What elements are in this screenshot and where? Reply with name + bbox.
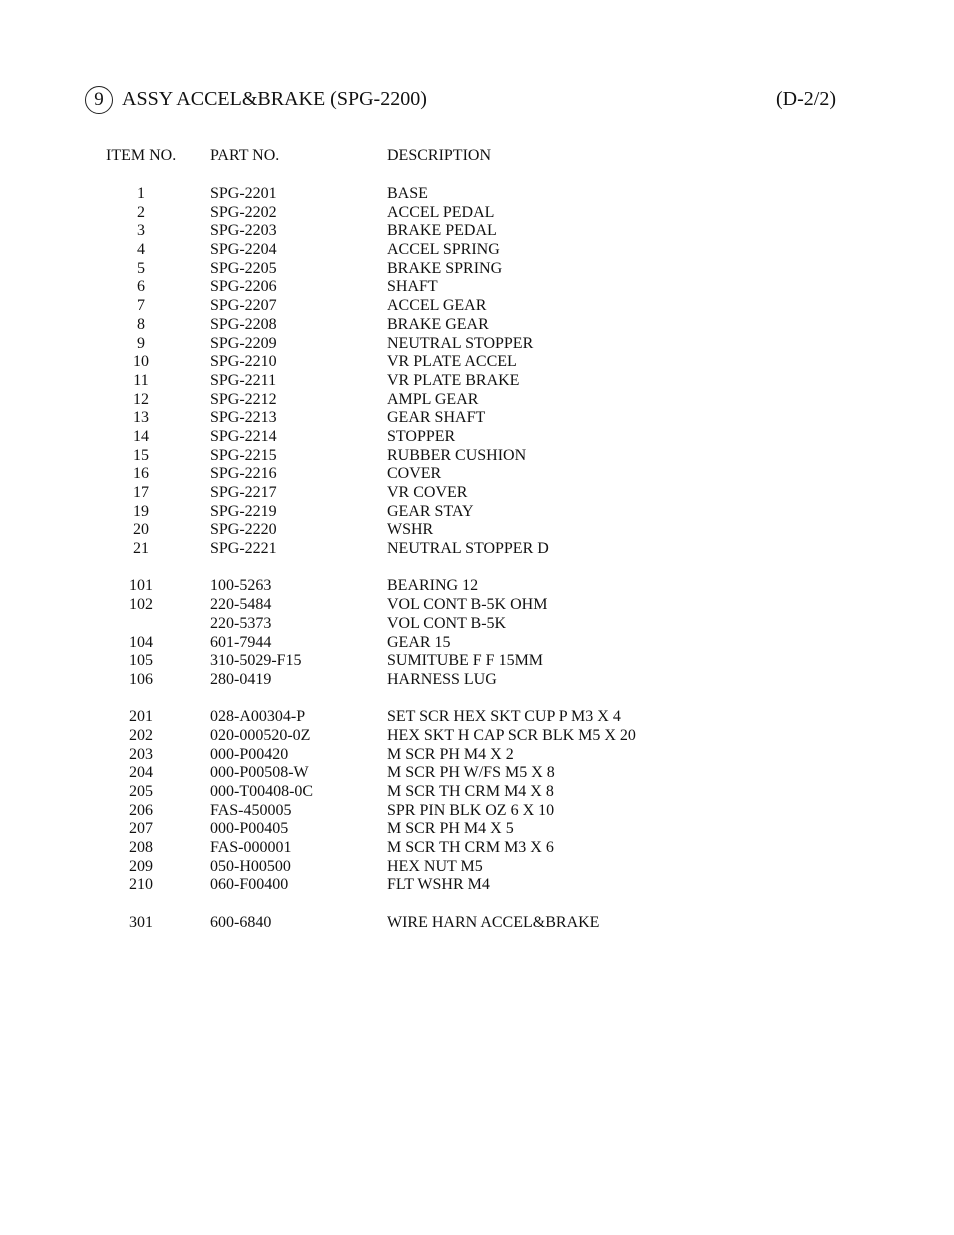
description-cell: GEAR SHAFT bbox=[387, 409, 486, 427]
description-cell: AMPL GEAR bbox=[387, 390, 479, 408]
item-no-cell: 1 bbox=[137, 185, 145, 202]
table-row bbox=[0, 671, 954, 690]
item-no-cell: 104 bbox=[129, 633, 153, 651]
table-row bbox=[0, 802, 954, 821]
item-no-cell: 208 bbox=[129, 839, 153, 857]
item-no-cell: 19 bbox=[133, 502, 149, 520]
sheet-reference: (D-2/2) bbox=[776, 88, 836, 110]
item-no-cell: 106 bbox=[129, 670, 153, 688]
item-no-cell: 8 bbox=[137, 315, 145, 333]
item-no-cell: 3 bbox=[137, 222, 145, 240]
table-row bbox=[0, 764, 954, 783]
table-row bbox=[0, 858, 954, 877]
part-no-cell: SPG-2211 bbox=[210, 371, 277, 389]
description-cell: SPR PIN BLK OZ 6 X 10 bbox=[387, 801, 555, 819]
part-no-cell: 100-5263 bbox=[210, 577, 272, 595]
parts-group bbox=[0, 708, 954, 895]
table-row bbox=[0, 727, 954, 746]
column-header-item-no: ITEM NO. bbox=[106, 147, 177, 164]
table-row bbox=[0, 652, 954, 671]
column-header-description: DESCRIPTION bbox=[387, 147, 492, 164]
part-no-cell: 601-7944 bbox=[210, 633, 272, 651]
description-cell: SET SCR HEX SKT CUP P M3 X 4 bbox=[387, 708, 621, 726]
description-cell: BRAKE PEDAL bbox=[387, 222, 497, 240]
description-cell: COVER bbox=[387, 465, 442, 483]
description-cell: WIRE HARN ACCEL&BRAKE bbox=[387, 913, 600, 931]
description-cell: GEAR STAY bbox=[387, 502, 474, 520]
item-no-cell: 102 bbox=[129, 596, 153, 614]
item-no-cell: 204 bbox=[129, 764, 153, 782]
description-cell: M SCR PH W/FS M5 X 8 bbox=[387, 764, 555, 782]
table-row bbox=[0, 222, 954, 241]
item-no-cell: 210 bbox=[129, 876, 153, 894]
table-row bbox=[0, 409, 954, 428]
part-no-cell: SPG-2203 bbox=[210, 222, 277, 240]
item-no-cell: 16 bbox=[133, 465, 149, 483]
parts-table-body bbox=[0, 185, 954, 951]
part-no-cell: SPG-2212 bbox=[210, 390, 277, 408]
column-headers bbox=[0, 147, 954, 167]
item-no-cell: 15 bbox=[133, 446, 149, 464]
table-row bbox=[0, 185, 954, 204]
item-no-cell: 13 bbox=[133, 409, 149, 427]
description-cell: VR PLATE BRAKE bbox=[387, 371, 520, 389]
part-no-cell: 050-H00500 bbox=[210, 857, 291, 875]
part-no-cell: FAS-000001 bbox=[210, 839, 292, 857]
description-cell: M SCR TH CRM M3 X 6 bbox=[387, 839, 554, 857]
item-no-cell: 14 bbox=[133, 427, 149, 445]
description-cell: NEUTRAL STOPPER bbox=[387, 334, 534, 352]
part-no-cell: SPG-2210 bbox=[210, 353, 277, 371]
description-cell: VR COVER bbox=[387, 484, 468, 501]
item-no-cell: 2 bbox=[137, 203, 145, 221]
part-no-cell: SPG-2219 bbox=[210, 502, 277, 520]
part-no-cell: 220-5373 bbox=[210, 614, 272, 632]
table-row bbox=[0, 615, 954, 634]
description-cell: SUMITUBE F F 15MM bbox=[387, 652, 544, 670]
description-cell: BASE bbox=[387, 185, 428, 202]
description-cell: M SCR TH CRM M4 X 8 bbox=[387, 783, 554, 800]
item-no-cell: 207 bbox=[129, 820, 153, 838]
table-row bbox=[0, 596, 954, 615]
item-no-cell: 105 bbox=[129, 652, 153, 670]
part-no-cell: SPG-2201 bbox=[210, 185, 277, 202]
item-no-cell: 301 bbox=[129, 913, 153, 931]
part-no-cell: SPG-2220 bbox=[210, 521, 277, 539]
description-cell: HEX SKT H CAP SCR BLK M5 X 20 bbox=[387, 726, 636, 744]
table-row bbox=[0, 484, 954, 503]
table-row bbox=[0, 335, 954, 354]
part-no-cell: 000-P00420 bbox=[210, 745, 289, 763]
table-row bbox=[0, 839, 954, 858]
part-no-cell: SPG-2209 bbox=[210, 334, 277, 352]
description-cell: NEUTRAL STOPPER D bbox=[387, 540, 549, 558]
section-header bbox=[85, 86, 845, 116]
description-cell: ACCEL SPRING bbox=[387, 241, 500, 259]
description-cell: HARNESS LUG bbox=[387, 670, 497, 688]
part-no-cell: 000-P00405 bbox=[210, 820, 289, 838]
item-no-cell: 205 bbox=[129, 783, 153, 800]
table-row bbox=[0, 353, 954, 372]
table-row bbox=[0, 316, 954, 335]
part-no-cell: 280-0419 bbox=[210, 670, 272, 688]
description-cell: VR PLATE ACCEL bbox=[387, 353, 517, 371]
description-cell: GEAR 15 bbox=[387, 633, 451, 651]
part-no-cell: SPG-2208 bbox=[210, 315, 277, 333]
item-no-cell: 20 bbox=[133, 521, 149, 539]
item-no-cell: 12 bbox=[133, 390, 149, 408]
item-no-cell: 17 bbox=[133, 484, 149, 501]
table-row bbox=[0, 465, 954, 484]
description-cell: M SCR PH M4 X 2 bbox=[387, 745, 514, 763]
item-no-cell: 6 bbox=[137, 278, 145, 296]
table-row bbox=[0, 503, 954, 522]
description-cell: ACCEL GEAR bbox=[387, 297, 487, 315]
item-no-cell: 202 bbox=[129, 726, 153, 744]
description-cell: SHAFT bbox=[387, 278, 438, 296]
table-row bbox=[0, 708, 954, 727]
item-no-cell: 209 bbox=[129, 857, 153, 875]
part-no-cell: SPG-2205 bbox=[210, 259, 277, 277]
table-row bbox=[0, 820, 954, 839]
description-cell: BEARING 12 bbox=[387, 577, 479, 595]
description-cell: VOL CONT B-5K bbox=[387, 614, 507, 632]
item-no-cell: 10 bbox=[133, 353, 149, 371]
part-no-cell: SPG-2213 bbox=[210, 409, 277, 427]
description-cell: RUBBER CUSHION bbox=[387, 446, 527, 464]
item-no-cell: 7 bbox=[137, 297, 145, 315]
table-row bbox=[0, 746, 954, 765]
part-no-cell: FAS-450005 bbox=[210, 801, 292, 819]
table-row bbox=[0, 876, 954, 895]
table-row bbox=[0, 540, 954, 559]
parts-group bbox=[0, 914, 954, 933]
part-no-cell: SPG-2202 bbox=[210, 203, 277, 221]
item-no-cell: 9 bbox=[137, 334, 145, 352]
part-no-cell: 310-5029-F15 bbox=[210, 652, 302, 670]
description-cell: FLT WSHR M4 bbox=[387, 876, 490, 894]
item-no-cell: 203 bbox=[129, 745, 153, 763]
part-no-cell: 028-A00304-P bbox=[210, 708, 306, 726]
part-no-cell: SPG-2204 bbox=[210, 241, 277, 259]
item-no-cell: 5 bbox=[137, 259, 145, 277]
description-cell: WSHR bbox=[387, 521, 434, 539]
description-cell: ACCEL PEDAL bbox=[387, 203, 495, 221]
table-row bbox=[0, 634, 954, 653]
column-header-part-no: PART NO. bbox=[210, 147, 280, 164]
table-row bbox=[0, 372, 954, 391]
item-no-cell: 201 bbox=[129, 708, 153, 726]
table-row bbox=[0, 297, 954, 316]
description-cell: M SCR PH M4 X 5 bbox=[387, 820, 514, 838]
table-row bbox=[0, 428, 954, 447]
table-row bbox=[0, 447, 954, 466]
table-row bbox=[0, 204, 954, 223]
table-row bbox=[0, 260, 954, 279]
table-row bbox=[0, 914, 954, 933]
part-no-cell: 020-000520-0Z bbox=[210, 726, 311, 744]
table-row bbox=[0, 521, 954, 540]
part-no-cell: 220-5484 bbox=[210, 596, 272, 614]
item-no-cell: 4 bbox=[137, 241, 145, 259]
part-no-cell: SPG-2216 bbox=[210, 465, 277, 483]
item-no-cell: 21 bbox=[133, 540, 149, 558]
part-no-cell: SPG-2207 bbox=[210, 297, 277, 315]
part-no-cell: SPG-2215 bbox=[210, 446, 277, 464]
part-no-cell: 000-T00408-0C bbox=[210, 783, 314, 800]
part-no-cell: SPG-2221 bbox=[210, 540, 277, 558]
description-cell: HEX NUT M5 bbox=[387, 857, 483, 875]
table-row bbox=[0, 391, 954, 410]
table-row bbox=[0, 783, 954, 802]
item-no-cell: 101 bbox=[129, 577, 153, 595]
part-no-cell: SPG-2217 bbox=[210, 484, 277, 501]
description-cell: STOPPER bbox=[387, 427, 456, 445]
part-no-cell: 000-P00508-W bbox=[210, 764, 309, 782]
parts-group bbox=[0, 577, 954, 689]
description-cell: BRAKE GEAR bbox=[387, 315, 489, 333]
item-no-cell: 206 bbox=[129, 801, 153, 819]
part-no-cell: 600-6840 bbox=[210, 913, 272, 931]
description-cell: BRAKE SPRING bbox=[387, 259, 503, 277]
part-no-cell: SPG-2214 bbox=[210, 427, 277, 445]
table-row bbox=[0, 278, 954, 297]
page-title: ASSY ACCEL&BRAKE (SPG-2200) bbox=[122, 88, 427, 110]
table-row bbox=[0, 241, 954, 260]
description-cell: VOL CONT B-5K OHM bbox=[387, 596, 548, 614]
item-no-cell: 11 bbox=[133, 371, 149, 389]
parts-group bbox=[0, 185, 954, 559]
part-no-cell: SPG-2206 bbox=[210, 278, 277, 296]
section-number-badge: 9 bbox=[85, 86, 113, 114]
table-row bbox=[0, 577, 954, 596]
part-no-cell: 060-F00400 bbox=[210, 876, 289, 894]
